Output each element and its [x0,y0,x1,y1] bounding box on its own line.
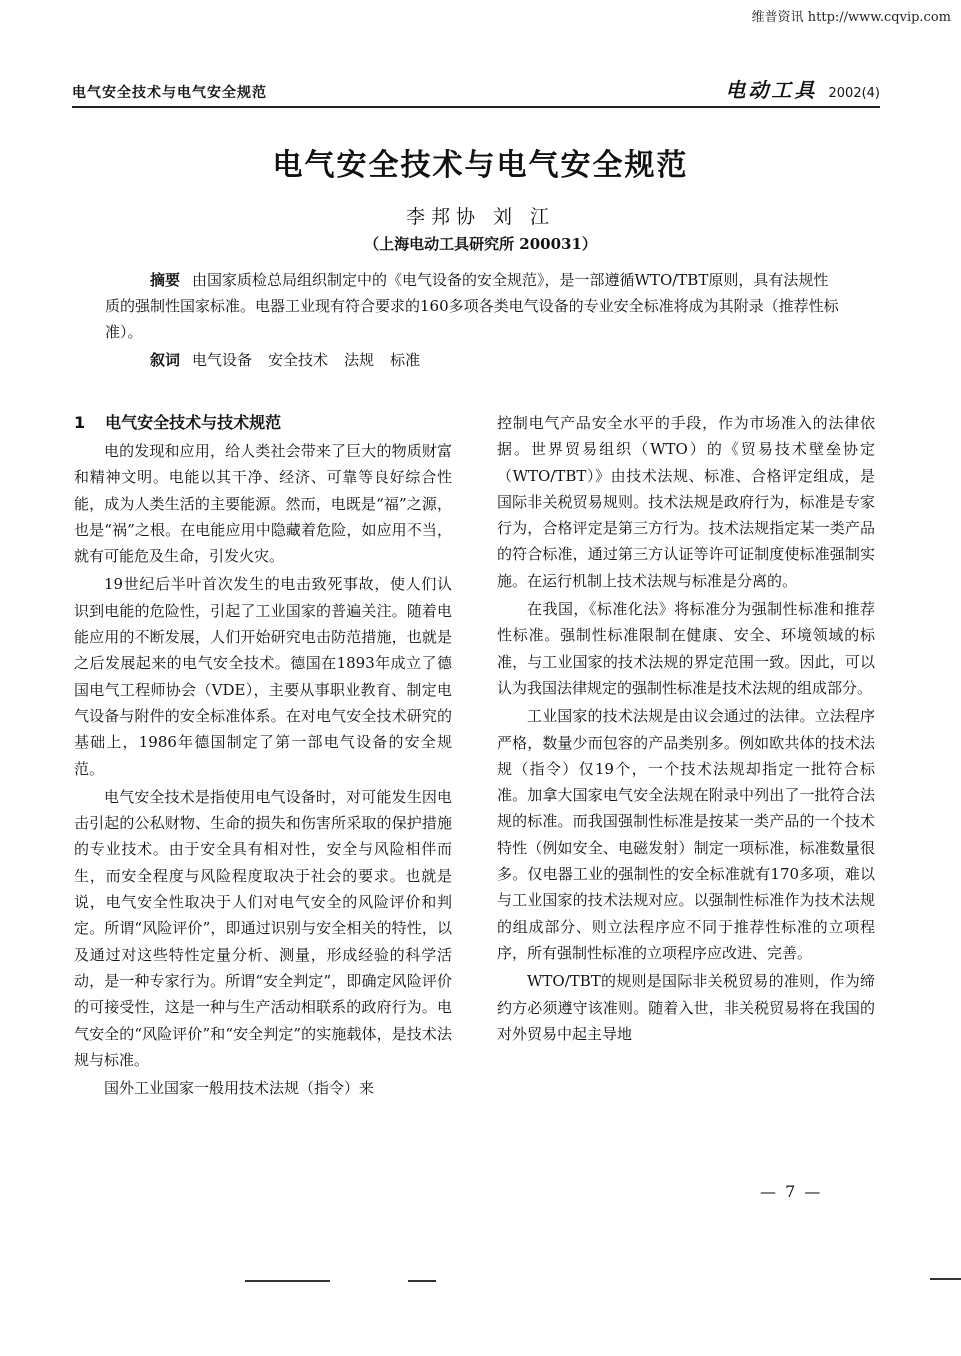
keyword: 法规 [344,351,375,369]
footer-rule [930,1278,961,1280]
body-paragraph: 19世纪后半叶首次发生的电击致死事故，使人们认识到电能的危险性，引起了工业国家的普遍关注。随着电能应用的不断发展，人们开始研究电击防范措施，也就是之后发展起来的电气安全技术。德国在1893年成立了德国电气工程师协会（VDE），主要从事职业教育、制定电气设备与附件的安全标准体系。在对电气安全技术研究的基础上，1986年德国制定了第一部电气设备的安全规范。 [74,575,452,778]
right-column [497,410,875,1049]
page-number: — 7 — [760,1182,823,1201]
issue-number: 2002(4) [828,86,880,101]
affiliation: （上海电动工具研究所 200031） [364,235,597,253]
body-paragraph: 国外工业国家一般用技术法规（指令）来 [104,1079,375,1098]
body-paragraph: WTO/TBT的规则是国际非关税贸易的准则，作为缔约方必须遵守该准则。随着入世，非关税贸易将在我国的对外贸易中起主导地 [497,972,875,1043]
left-column [74,410,452,1103]
watermark-url: 维普资讯 http://www.cqvip.com [751,10,951,25]
keyword: 电气设备 [192,351,253,369]
abstract-label: 摘要 [150,271,181,289]
body-paragraph: 电的发现和应用，给人类社会带来了巨大的物质财富和精神文明。电能以其干净、经济、可靠等良好综合性能，成为人类生活的主要能源。然而，电既是“福”之源，也是“祸”之根。在电能应用中隐藏着危险，如应用不当，就有可能危及生命，引发火灾。 [74,442,452,566]
keywords-label: 叙词 [150,351,181,369]
article-title: 电气安全技术与电气安全规范 [272,148,689,183]
journal-name: 电动工具 [725,78,818,102]
footer-rule [245,1280,330,1282]
running-header [72,80,880,108]
keyword: 安全技术 [268,351,329,369]
keywords-line [105,347,843,373]
body-paragraph: 电气安全技术是指使用电气设备时，对可能发生因电击引起的公私财物、生命的损失和伤害所采取的保护措施的专业技术。由于安全具有相对性，安全与风险相伴而生，而安全程度与风险程度取决于社会的要求。也就是说，电气安全性取决于人们对电气安全的风险评价和判定。所谓“风险评价”，即通过识别与安全相关的特性，以及通过对这些特性定量分析、测量，形成经验的科学活动，是一种专家行为。所谓“安全判定”，即确定风险评价的可接受性，这是一种与生产活动相联系的政府行为。电气安全的“风险评价”和“安全判定”的实施载体，是技术法规与标准。 [74,787,452,1069]
abstract-paragraph [105,267,843,345]
section-title: 电气安全技术与技术规范 [105,413,282,432]
abstract-text: 由国家质检总局组织制定中的《电气设备的安全规范》，是一部遵循WTO/TBT原则，具有法规性质的强制性国家标准。电器工业现有符合要求的160多项各类电气设备的专业安全标准将成为其附录（推荐性标准）。 [105,271,839,341]
keyword: 标准 [390,351,421,369]
body-paragraph: 在我国，《标准化法》将标准分为强制性标准和推荐性标准。强制性标准限制在健康、安全、环境领域的标准，与工业国家的技术法规的界定范围一致。因此，可以认为我国法律规定的强制性标准是技术法规的组成部分。 [497,600,875,697]
body-paragraph: 工业国家的技术法规是由议会通过的法律。立法程序严格，数量少而包容的产品类别多。例如欧共体的技术法规（指令）仅19个，一个技术法规却指定一批符合标准。加拿大国家电气安全法规在附录中列出了一批符合法规的标准。而我国强制性标准是按某一类产品的一个技术特性（例如安全、电磁发射）制定一项标准，标准数量很多。仅电器工业的强制性的安全标准就有170多项，难以与工业国家的技术法规对应。以强制性标准作为技术法规的组成部分、则立法程序应不同于推荐性标准的立项程序，所有强制性标准的立项程序应改进、完善。 [497,707,875,962]
authors: 李邦协 刘 江 [405,206,556,228]
body-paragraph: 控制电气产品安全水平的手段，作为市场准入的法律依据。世界贸易组织（WTO）的《贸易技术壁垒协定（WTO/TBT）》由技术法规、标准、合格评定组成，是国际非关税贸易规则。技术法规是政府行为，标准是专家行为，合格评定是第三方行为。技术法规指定某一类产品的符合标准，通过第三方认证等许可证制度使标准强制实施。在运行机制上技术法规与标准是分离的。 [497,414,875,590]
header-article-title: 电气安全技术与电气安全规范 [72,85,267,101]
abstract-block [105,267,843,373]
section-number: 1 [74,413,86,432]
footer-rule [408,1280,436,1282]
header-journal-block [725,74,880,103]
section-heading [74,410,452,436]
